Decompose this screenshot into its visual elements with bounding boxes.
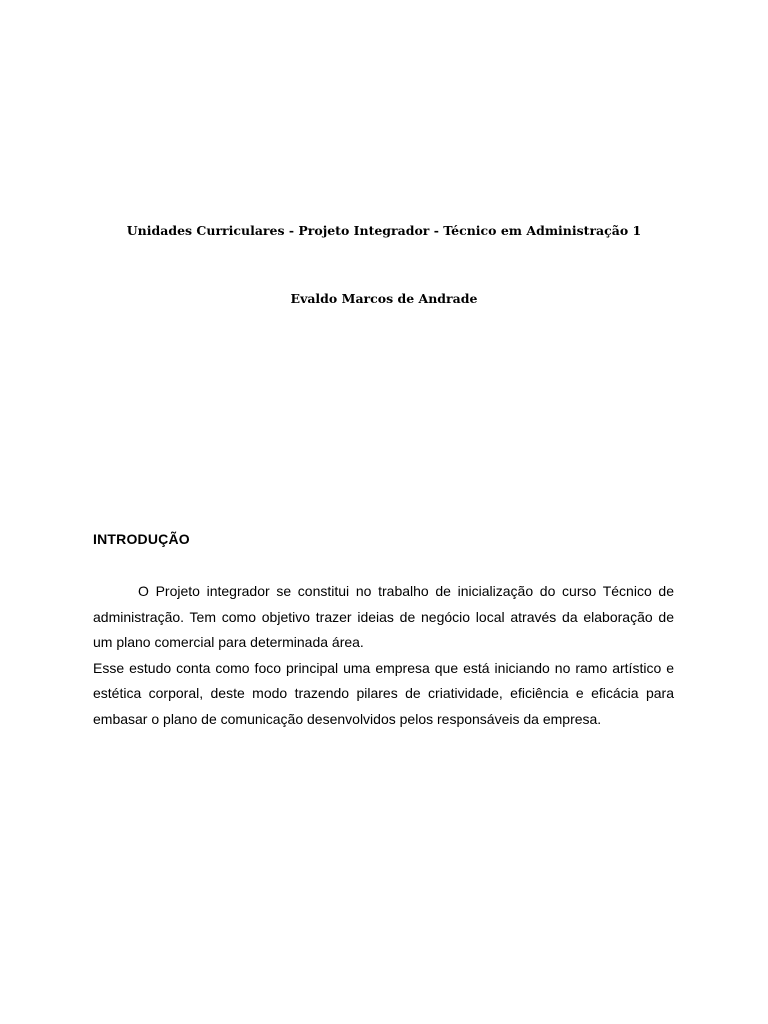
section-body [93, 579, 674, 732]
section-heading: INTRODUÇÃO [93, 531, 190, 547]
document-title: Unidades Curriculares - Projeto Integrador - Técnico em Administração 1 [126, 223, 642, 238]
document-author: Evaldo Marcos de Andrade [290, 291, 478, 306]
paragraph: Esse estudo conta como foco principal uma empresa que está iniciando no ramo artístico e estética corporal, deste modo trazendo pilares de criatividade, eficiência e eficácia para embasar o plano de comunicação desenvolvidos pelos responsáveis da empresa. [93, 659, 674, 727]
paragraph: O Projeto integrador se constitui no trabalho de inicialização do curso Técnico de administração. Tem como objetivo trazer ideias de negócio local através da elaboração de um plano comercial para determinada área. [93, 583, 674, 650]
